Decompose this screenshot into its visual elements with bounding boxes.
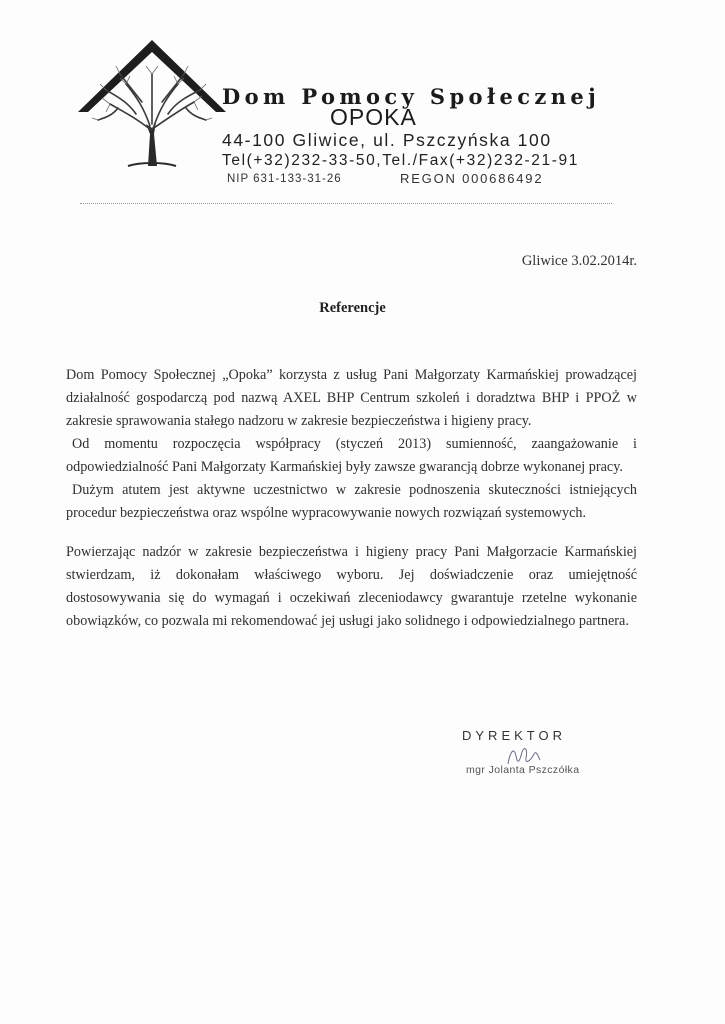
letter-date: Gliwice 3.02.2014r. [521, 253, 637, 269]
letter-title: Referencje [319, 300, 386, 316]
organization-regon: REGON 000686492 [400, 171, 544, 186]
header-divider [80, 203, 612, 204]
house-tree-logo [76, 38, 228, 178]
organization-nip: NIP 631-133-31-26 [227, 173, 342, 185]
body-paragraph: Od momentu rozpoczęcia współpracy (styczeń 2013) sumienność, zaangażowanie i odpowiedzialność Pani Małgorzaty Karmańskiej były zawsze gwarancją dobrze wykonanej pracy. [66, 436, 637, 475]
organization-name: Dom Pomocy Społecznej [222, 84, 601, 109]
organization-phone: Tel(+32)232-33-50,Tel./Fax(+32)232-21-91 [222, 152, 579, 169]
letter-body [66, 364, 637, 633]
signatory-name: mgr Jolanta Pszczółka [466, 764, 580, 776]
body-paragraph: Powierzając nadzór w zakresie bezpieczeństwa i higieny pracy Pani Małgorzacie Karmańskiej stwierdzam, iż dokonałam właściwego wyboru. Jej doświadczenie oraz umiejętność dostosowywania się do wymagań i oczekiwań zleceniodawcy gwarantuje rzetelne wykonanie obowiązków, co pozwala mi rekomendować jej usługi jako solidnego i odpowiedzialnego partnera. [66, 544, 637, 629]
signature-role: DYREKTOR [462, 728, 566, 743]
signature-block [462, 728, 612, 776]
organization-address: 44-100 Gliwice, ul. Pszczyńska 100 [222, 130, 552, 150]
body-paragraph: Dom Pomocy Społecznej „Opoka” korzysta z usług Pani Małgorzaty Karmańskiej prowadzącej działalność gospodarczą pod nazwą AXEL BHP Centrum szkoleń i doradztwa BHP i PPOŻ w zakresie sprawowania stałego nadzoru w zakresie bezpieczeństwa i higieny pracy. [66, 367, 637, 429]
organization-subname: OPOKA [330, 104, 417, 130]
body-paragraph: Dużym atutem jest aktywne uczestnictwo w zakresie podnoszenia skuteczności istniejących procedur bezpieczeństwa oraz wspólne wypracowywanie nowych rozwiązań systemowych. [66, 482, 637, 521]
